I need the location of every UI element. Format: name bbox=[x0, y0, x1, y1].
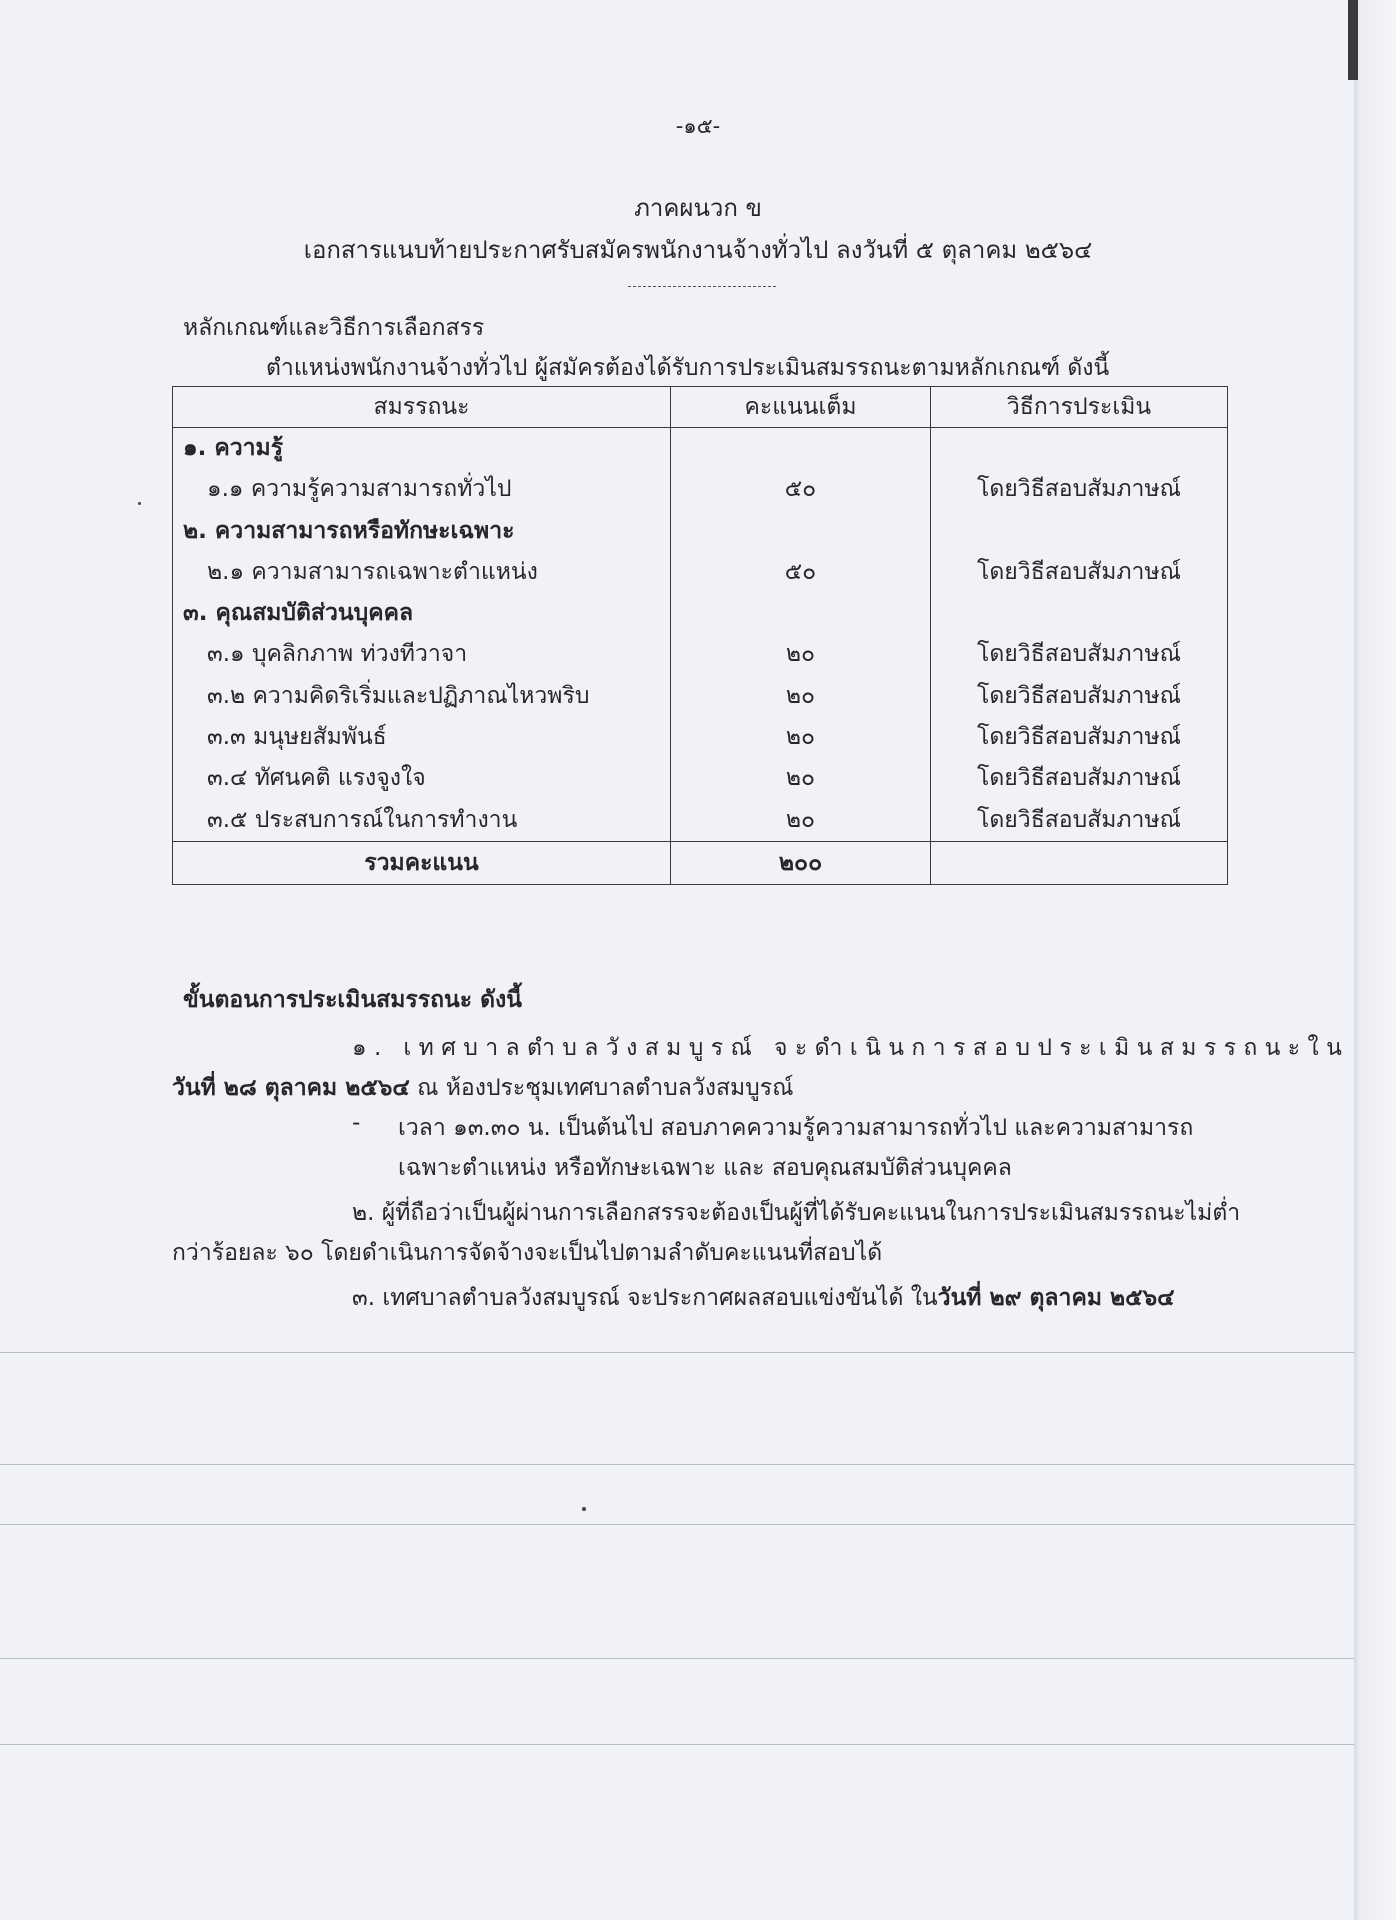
table-body-row bbox=[173, 428, 1228, 842]
table-total-row bbox=[173, 841, 1228, 884]
competency-column bbox=[173, 428, 671, 842]
method-value: โดยวิธีสอบสัมภาษณ์ bbox=[977, 682, 1181, 709]
method-value bbox=[931, 428, 1227, 469]
header-competency: สมรรถนะ bbox=[173, 387, 671, 428]
score-column bbox=[671, 428, 931, 842]
method-value bbox=[931, 593, 1227, 634]
document-subtitle: เอกสารแนบท้ายประกาศรับสมัครพนักงานจ้างทั่วไป ลงวันที่ ๕ ตุลาคม ๒๕๖๔ bbox=[303, 236, 1093, 264]
method-value: โดยวิธีสอบสัมภาษณ์ bbox=[977, 765, 1181, 792]
page-number: -๑๕- bbox=[675, 114, 721, 138]
page-edge bbox=[1354, 0, 1396, 1920]
method-value: โดยวิธีสอบสัมภาษณ์ bbox=[977, 724, 1181, 751]
bold-segment: วันที่ ๒๙ ตุลาคม ๒๕๖๔ bbox=[937, 1285, 1175, 1311]
competency-item-label: ๓.๕ ประสบการณ์ในการทำงาน bbox=[207, 806, 518, 833]
method-value bbox=[931, 511, 1227, 552]
full-score-value bbox=[671, 511, 930, 552]
method-column bbox=[931, 428, 1228, 842]
total-score: ๒๐๐ bbox=[671, 841, 931, 884]
competency-group-label: ๓. คุณสมบัติส่วนบุคคล bbox=[183, 600, 414, 627]
scan-speck bbox=[582, 1507, 586, 1511]
criteria-heading: หลักเกณฑ์และวิธีการเลือกสรร bbox=[183, 315, 485, 341]
full-score-value: ๒๐ bbox=[785, 806, 816, 833]
step1-line1: ๑. เทศบาลตำบลวังสมบูรณ์ จะดำเนินการสอบประเมินสมรรถนะใน bbox=[352, 1035, 1350, 1061]
full-score-value: ๒๐ bbox=[785, 641, 816, 668]
competency-item-label: ๓.๔ ทัศนคติ แรงจูงใจ bbox=[207, 765, 426, 792]
scan-rule-line bbox=[0, 1352, 1354, 1353]
method-value: โดยวิธีสอบสัมภาษณ์ bbox=[977, 641, 1181, 668]
step2-line1: ๒. ผู้ที่ถือว่าเป็นผู้ผ่านการเลือกสรรจะต้องเป็นผู้ที่ได้รับคะแนนในการประเมินสมรรถนะไม่ต่ำ bbox=[352, 1200, 1241, 1226]
steps-heading: ขั้นตอนการประเมินสมรรถนะ ดังนี้ bbox=[183, 987, 522, 1013]
competency-item-label: ๓.๓ มนุษยสัมพันธ์ bbox=[207, 724, 387, 751]
competency-group-label: ๒. ความสามารถหรือทักษะเฉพาะ bbox=[183, 517, 515, 544]
scan-rule-line bbox=[0, 1524, 1354, 1525]
competency-table bbox=[172, 386, 1228, 885]
full-score-value bbox=[671, 428, 930, 469]
total-method-empty bbox=[931, 841, 1228, 884]
step1-line2: วันที่ ๒๘ ตุลาคม ๒๕๖๔ ณ ห้องประชุมเทศบาลตำบลวังสมบูรณ์ bbox=[172, 1075, 794, 1101]
scan-edge-shadow bbox=[1348, 0, 1358, 80]
full-score-value bbox=[671, 593, 930, 634]
full-score-value: ๒๐ bbox=[785, 765, 816, 792]
scan-rule-line bbox=[0, 1464, 1354, 1465]
criteria-intro: ตำแหน่งพนักงานจ้างทั่วไป ผู้สมัครต้องได้รับการประเมินสมรรถนะตามหลักเกณฑ์ ดังนี้ bbox=[266, 355, 1110, 381]
total-label: รวมคะแนน bbox=[173, 841, 671, 884]
table-header-row bbox=[173, 387, 1228, 428]
bold-segment: วันที่ ๒๘ ตุลาคม ๒๕๖๔ bbox=[172, 1075, 410, 1101]
step2-line2: กว่าร้อยละ ๖๐ โดยดำเนินการจัดจ้างจะเป็นไปตามลำดับคะแนนที่สอบได้ bbox=[172, 1240, 883, 1266]
method-value: โดยวิธีสอบสัมภาษณ์ bbox=[977, 806, 1181, 833]
header-full-score: คะแนนเต็ม bbox=[671, 387, 931, 428]
step1-line3: เวลา ๑๓.๓๐ น. เป็นต้นไป สอบภาคความรู้ความสามารถทั่วไป และความสามารถ bbox=[398, 1115, 1194, 1141]
full-score-value: ๒๐ bbox=[785, 724, 816, 751]
header-method: วิธีการประเมิน bbox=[931, 387, 1228, 428]
scan-rule-line bbox=[0, 1658, 1354, 1659]
competency-item-label: ๑.๑ ความรู้ความสามารถทั่วไป bbox=[207, 476, 512, 503]
method-value: โดยวิธีสอบสัมภาษณ์ bbox=[977, 476, 1181, 503]
appendix-title: ภาคผนวก ข bbox=[634, 194, 762, 222]
scan-rule-line bbox=[0, 1744, 1354, 1745]
competency-group-label: ๑. ความรู้ bbox=[183, 435, 284, 461]
step1-line4: เฉพาะตำแหน่ง หรือทักษะเฉพาะ และ สอบคุณสมบัติส่วนบุคคล bbox=[398, 1155, 1012, 1181]
full-score-value: ๒๐ bbox=[785, 682, 816, 709]
competency-item-label: ๒.๑ ความสามารถเฉพาะตำแหน่ง bbox=[207, 558, 538, 585]
competency-item-label: ๓.๒ ความคิดริเริ่มและปฏิภาณไหวพริบ bbox=[207, 682, 590, 709]
full-score-value: ๕๐ bbox=[784, 476, 817, 503]
competency-item-label: ๓.๑ บุคลิกภาพ ท่วงทีวาจา bbox=[207, 641, 468, 668]
title-separator bbox=[628, 286, 776, 287]
scan-speck bbox=[138, 502, 141, 505]
step3-line: ๓. เทศบาลตำบลวังสมบูรณ์ จะประกาศผลสอบแข่งขันได้ ในวันที่ ๒๙ ตุลาคม ๒๕๖๔ bbox=[352, 1285, 1175, 1311]
full-score-value: ๕๐ bbox=[784, 558, 817, 585]
step1-dash: - bbox=[352, 1110, 361, 1136]
method-value: โดยวิธีสอบสัมภาษณ์ bbox=[977, 558, 1181, 585]
